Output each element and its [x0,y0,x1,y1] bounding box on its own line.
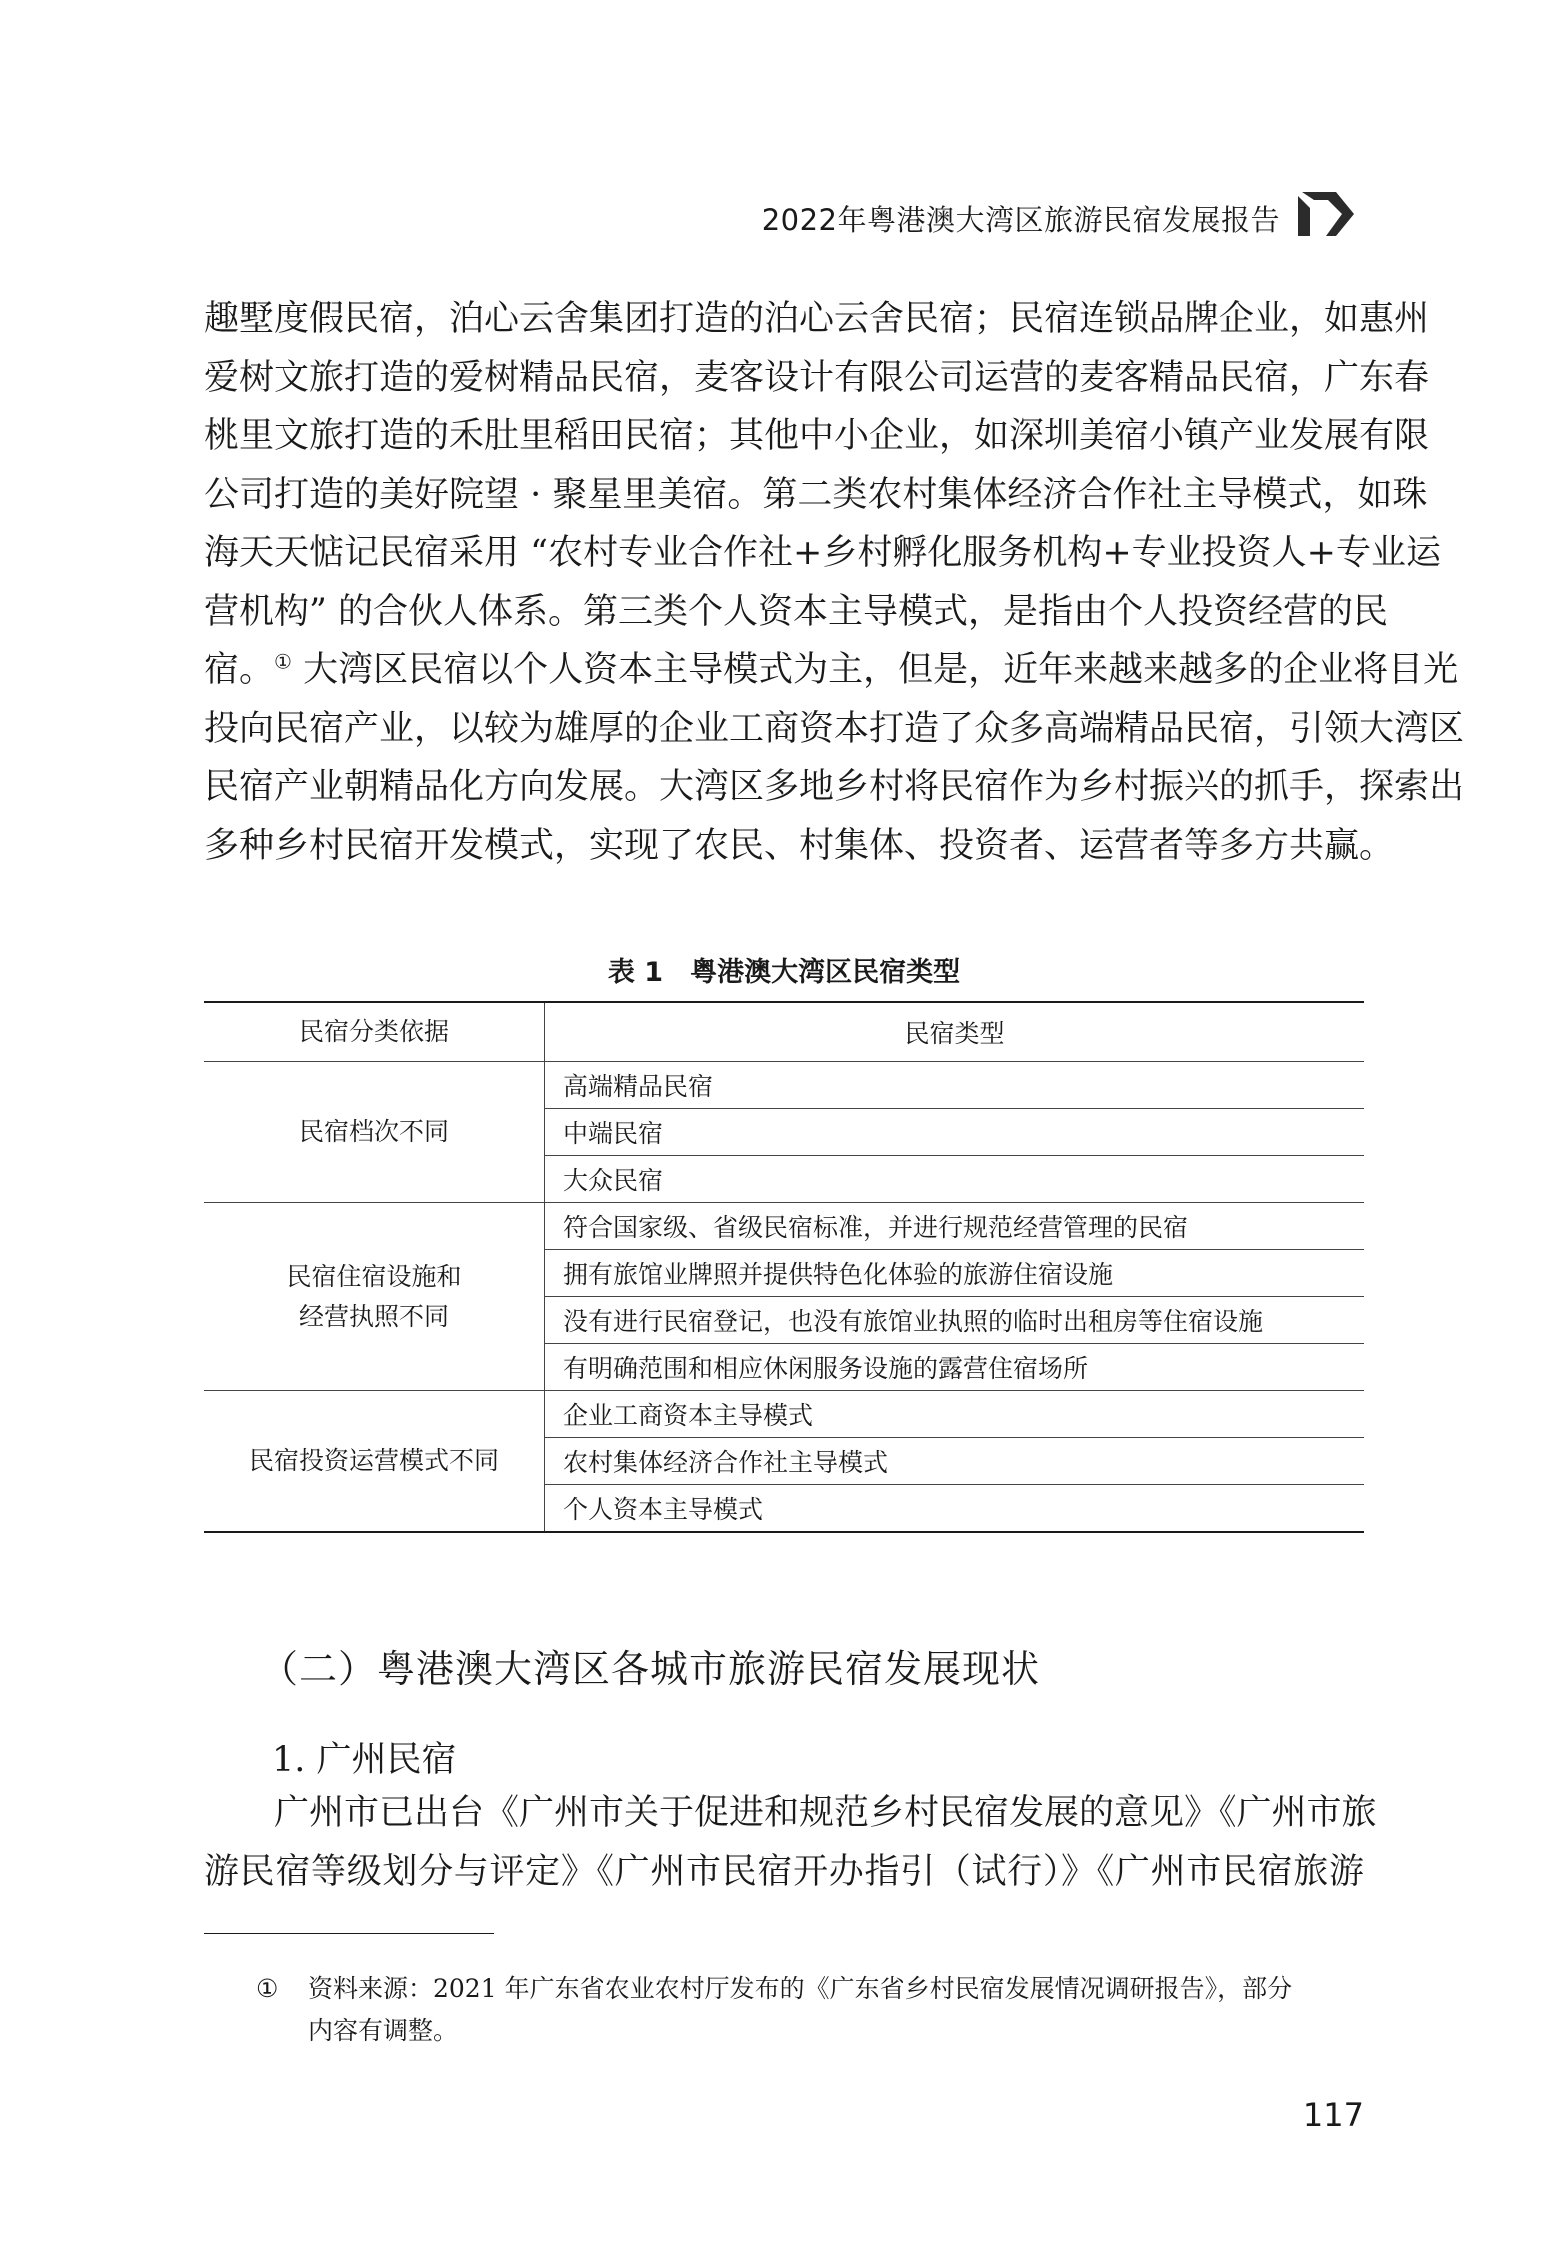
table-header-row [204,1002,1364,1062]
footnote [256,1968,1364,2052]
paragraph-line: 民宿产业朝精品化方向发展。大湾区多地乡村将民宿作为乡村振兴的抓手，探索出 [204,767,1465,807]
basis-cell-line: 经营执照不同 [298,1301,449,1331]
sub-heading: 1. 广州民宿 [272,1740,457,1780]
paragraph-line: 营机构” 的合伙人体系。第三类个人资本主导模式，是指由个人投资经营的民 [204,591,1389,632]
column-header-type: 民宿类型 [545,1002,1365,1062]
book-arrow-logo-icon [1296,186,1360,242]
paragraph-line: 桃里文旅打造的禾肚里稻田民宿；其他中小企业，如深圳美宿小镇产业发展有限 [204,416,1430,456]
paragraph-line: 爱树文旅打造的爱树精品民宿，麦客设计有限公司运营的麦客精品民宿，广东春 [204,357,1430,398]
type-cell: 符合国家级、省级民宿标准，并进行规范经营管理的民宿 [545,1203,1365,1250]
type-cell: 高端精品民宿 [545,1062,1365,1109]
table-caption: 表 1 粤港澳大湾区民宿类型 [607,957,961,988]
paragraph-line: 海天天惦记民宿采用 “农村专业合作社+乡村孵化服务机构+专业投资人+专业运 [204,533,1441,573]
paragraph-line-with-footnote [204,641,1459,700]
table-row [204,1062,1364,1109]
footnote-text-line: 内容有调整。 [308,2016,459,2045]
type-cell: 有明确范围和相应休闲服务设施的露营住宿场所 [545,1344,1365,1391]
type-cell: 大众民宿 [545,1156,1365,1203]
paragraph-line: 广州市已出台《广州市关于促进和规范乡村民宿发展的意见》《广州市旅 [274,1793,1377,1833]
footnote-reference[interactable]: ① [274,649,292,674]
type-cell: 农村集体经济合作社主导模式 [545,1438,1365,1485]
paragraph-line-rest: 大湾区民宿以个人资本主导模式为主，但是，近年来越来越多的企业将目光 [303,650,1459,690]
body-paragraph-2 [204,1784,1377,1901]
homestay-types-table [204,1001,1364,1533]
paragraph-line: 公司打造的美好院望 · 聚星里美宿。第二类农村集体经济合作社主导模式，如珠 [204,474,1428,515]
footnote-divider [204,1933,494,1934]
footnote-text-line: 资料来源：2021 年广东省农业农村厅发布的《广东省乡村民宿发展情况调研报告》，部分 [308,1974,1293,2003]
basis-cell [204,1203,545,1391]
column-header-basis: 民宿分类依据 [204,1002,545,1062]
type-cell: 拥有旅馆业牌照并提供特色化体验的旅游住宿设施 [545,1250,1365,1297]
paragraph-line: 趣墅度假民宿，泊心云舍集团打造的泊心云舍民宿；民宿连锁品牌企业，如惠州 [204,299,1430,339]
footnote-mark: ① [256,1974,279,2003]
type-cell: 企业工商资本主导模式 [545,1391,1365,1438]
section-heading: （二）粤港澳大湾区各城市旅游民宿发展现状 [260,1647,1041,1691]
running-header-title: 2022年粤港澳大湾区旅游民宿发展报告 [761,203,1280,237]
page-number: 117 [1302,2096,1364,2134]
paragraph-line-start: 宿。 [204,650,275,690]
type-cell: 没有进行民宿登记，也没有旅馆业执照的临时出租房等住宿设施 [545,1297,1365,1344]
basis-cell-line: 民宿住宿设施和 [286,1261,462,1291]
table-row [204,1203,1364,1250]
basis-cell: 民宿投资运营模式不同 [204,1391,545,1533]
paragraph-line: 投向民宿产业，以较为雄厚的企业工商资本打造了众多高端精品民宿，引领大湾区 [204,708,1465,749]
type-cell: 个人资本主导模式 [545,1485,1365,1533]
basis-cell: 民宿档次不同 [204,1062,545,1203]
table-row [204,1391,1364,1438]
paragraph-line: 游民宿等级划分与评定》《广州市民宿开办指引（试行）》《广州市民宿旅游 [204,1851,1364,1892]
body-paragraph-1 [204,290,1465,875]
type-cell: 中端民宿 [545,1109,1365,1156]
paragraph-line: 多种乡村民宿开发模式，实现了农民、村集体、投资者、运营者等多方共赢。 [204,825,1395,866]
